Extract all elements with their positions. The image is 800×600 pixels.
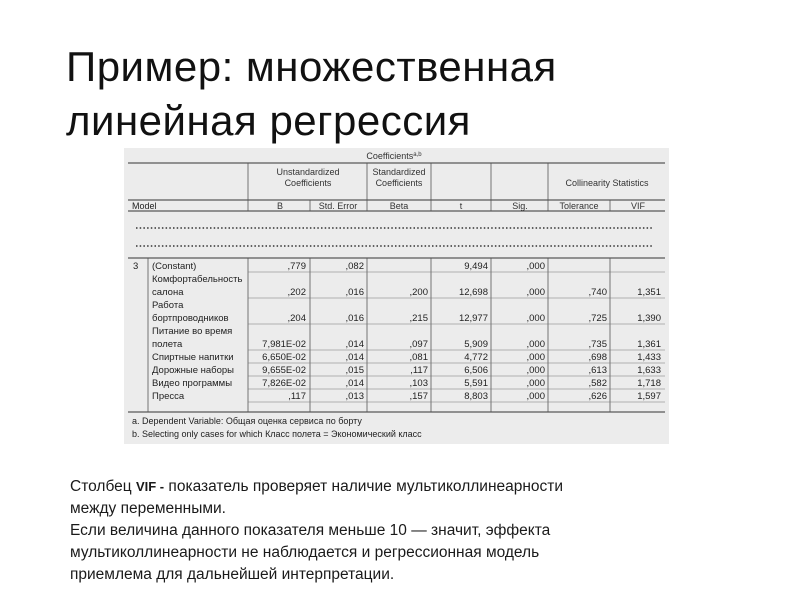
row-5-b: 9,655E-02 [262,365,306,376]
row-5-tol: ,613 [588,365,607,376]
col-b: B [276,201,284,211]
row-6-beta: ,103 [409,378,428,389]
col-tolerance: Tolerance [559,201,599,211]
row-7-se: ,013 [345,391,364,402]
row-0-se: ,082 [345,261,364,272]
row-3-vif: 1,361 [637,339,661,350]
coefficients-rows [152,261,665,402]
row-0-b: ,779 [287,261,306,272]
col-std-error: Std. Error [318,201,358,211]
row-3-sig: ,000 [526,339,545,350]
row-5-t: 6,506 [464,365,488,376]
row-5-sig: ,000 [526,365,545,376]
caption-line-5: приемлема для дальнейшей интерпретации. [70,566,395,583]
row-3-b: 7,981E-02 [262,339,306,350]
header-unstandardized-2: Coefficients [284,178,332,188]
row-0-t: 9,494 [464,261,488,272]
row-7-tol: ,626 [588,391,607,402]
col-sig: Sig. [512,201,528,211]
row-6-se: ,014 [345,378,364,389]
row-1-name-cont: салона [152,287,184,298]
row-5-beta: ,117 [410,365,428,376]
row-6-vif: 1,718 [637,378,661,389]
row-5-vif: 1,633 [637,365,661,376]
row-3-se: ,014 [345,339,364,350]
row-3-name: Питание во время [152,326,233,337]
row-6-sig: ,000 [526,378,545,389]
row-7-sig: ,000 [526,391,545,402]
row-7-vif: 1,597 [637,391,661,402]
row-6-name: Видео программы [152,378,233,389]
row-7-beta: ,157 [409,391,428,402]
row-4-sig: ,000 [526,352,545,363]
row-1-vif: 1,351 [637,287,661,298]
row-4-beta: ,081 [409,352,428,363]
slide-title [66,40,766,148]
row-6-b: 7,826E-02 [262,378,306,389]
row-1-beta: ,200 [409,287,428,298]
row-2-tol: ,725 [588,313,607,324]
header-unstandardized-1: Unstandardized [276,167,340,177]
header-standardized-2: Coefficients [375,178,423,188]
caption-line-2: между переменными. [70,500,226,517]
row-2-b: ,204 [287,313,306,324]
footnote-a: a. Dependent Variable: Общая оценка сервиса по борту [132,416,362,426]
row-2-vif: 1,390 [637,313,661,324]
caption-line-4: мультиколлинеарности не наблюдается и регрессионная модель [70,544,540,561]
row-3-tol: ,735 [588,339,607,350]
vif-explanation [70,476,770,586]
vif-label: VIF - [135,479,165,494]
row-7-b: ,117 [288,391,306,402]
row-4-t: 4,772 [464,352,488,363]
model-number: 3 [133,261,139,272]
row-7-t: 8,803 [464,391,488,402]
row-4-tol: ,698 [588,352,607,363]
col-model: Model [132,201,157,211]
row-2-t: 12,977 [458,313,488,324]
row-0-name: (Constant) [152,261,197,272]
row-2-name: Работа [152,300,184,311]
row-1-se: ,016 [345,287,364,298]
col-beta: Beta [389,201,409,211]
col-vif: VIF [630,201,646,211]
row-1-t: 12,698 [458,287,488,298]
title-line-1: Пример: множественная [66,43,557,90]
row-4-b: 6,650E-02 [262,352,306,363]
col-t: t [459,201,463,211]
row-1-b: ,202 [287,287,306,298]
row-1-sig: ,000 [526,287,545,298]
title-line-2: линейная регрессия [66,97,471,144]
footnote-b: b. Selecting only cases for which Класс полета = Экономический класс [132,429,422,439]
row-6-tol: ,582 [588,378,607,389]
row-5-se: ,015 [345,365,364,376]
row-0-sig: ,000 [526,261,545,272]
row-1-name: Комфортабельность [152,274,243,285]
row-2-sig: ,000 [526,313,545,324]
coefficients-table [124,148,669,444]
caption-line-3: Если величина данного показателя меньше 10 — значит, эффекта [70,522,551,539]
row-4-vif: 1,433 [637,352,661,363]
row-1-tol: ,740 [588,287,607,298]
row-5-name: Дорожные наборы [152,365,235,376]
coefficients-table-scan [124,148,669,444]
caption-line-1: Столбец VIF - показатель проверяет наличие мультиколлинеарности [70,478,564,495]
row-7-name: Пресса [152,391,185,402]
row-6-t: 5,591 [464,378,488,389]
row-4-se: ,014 [345,352,364,363]
row-2-name-cont: бортпроводников [152,313,229,324]
row-3-beta: ,097 [409,339,428,350]
header-collinearity: Collinearity Statistics [565,178,649,188]
row-2-beta: ,215 [409,313,428,324]
row-4-name: Спиртные напитки [152,352,234,363]
row-2-se: ,016 [345,313,364,324]
row-3-name-cont: полета [152,339,183,350]
table-caption: Coefficients$^{a,b}$ [366,151,422,161]
header-standardized-1: Standardized [372,167,426,177]
row-3-t: 5,909 [464,339,488,350]
